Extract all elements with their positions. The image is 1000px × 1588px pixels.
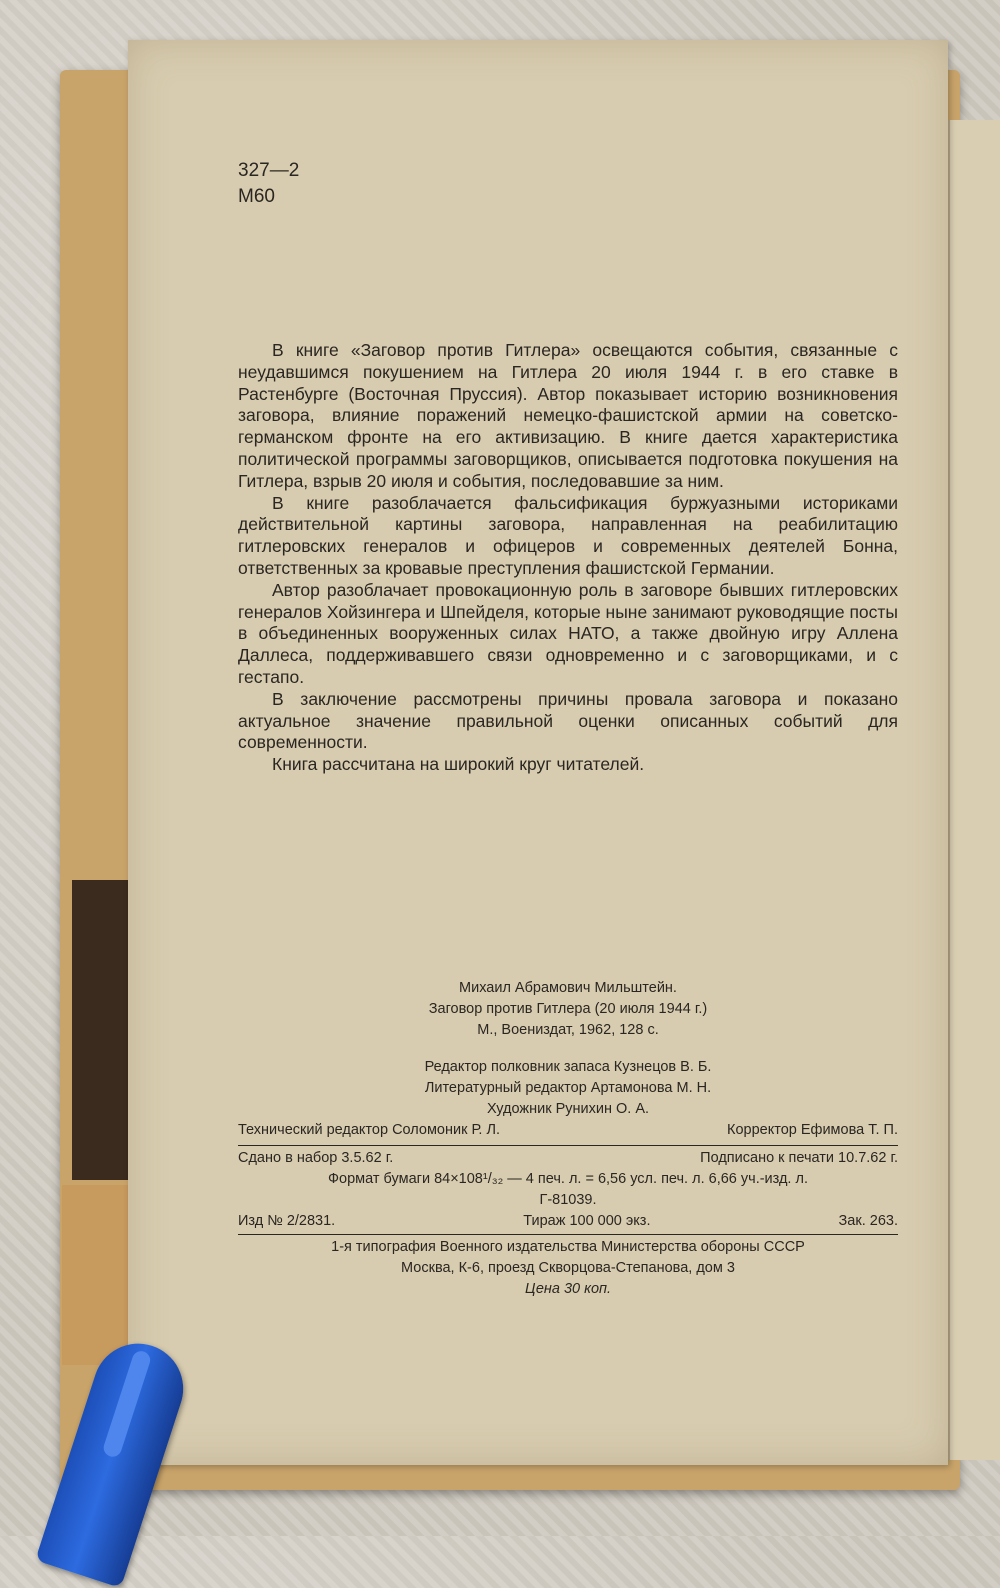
annotation-paragraph: В книге разоблачается фальсификация буржуазными историками действительной картины заговора, направленная на реабилитацию гитлеровских генералов и офицеров и современных деятелей Бонна, ответственных за кровавые преступления фашистской Германии. [238,492,898,578]
book-page [128,40,948,1465]
corrector-line: Корректор Ефимова Т. П. [727,1122,898,1138]
print-run-row [238,1211,898,1232]
annotation-paragraph: Книга рассчитана на широкий круг читателей. [272,754,645,775]
author-mark: М60 [238,186,275,207]
print-run: Тираж 100 000 экз. [523,1213,651,1229]
annotation [238,340,898,776]
credits [238,1057,898,1141]
facing-page-edge [948,120,1000,1460]
censor-code: Г-81039. [539,1192,597,1208]
annotation-paragraph: В заключение рассмотрены причины провала заговора и показано актуальное значение правильной оценки описанных событий для современности. [238,688,898,753]
tech-credits-row [238,1120,898,1141]
publisher-line: М., Воениздат, 1962, 128 с. [477,1022,659,1038]
book-title: Заговор против Гитлера (20 июля 1944 г.) [428,1001,708,1017]
divider [238,1145,898,1146]
order-number: Зак. 263. [838,1213,898,1229]
lit-editor-line: Литературный редактор Артамонова М. Н. [424,1080,712,1096]
bbk-code: 327—2 [238,160,300,181]
cover-edge-dark [72,880,132,1180]
paper-format: Формат бумаги 84×108¹/₃₂ — 4 печ. л. = 6,56 усл. печ. л. 6,66 уч.-изд. л. [328,1171,808,1187]
pen-clip [101,1349,152,1459]
price: Цена 30 коп. [524,1281,612,1297]
tech-editor-line: Технический редактор Соломоник Р. Л. [238,1122,501,1138]
printer-address: Москва, К-6, проезд Скворцова-Степанова, дом 3 [401,1260,735,1276]
bibliographic-record [238,978,898,1041]
divider [238,1234,898,1235]
annotation-paragraph: Автор разоблачает провокационную роль в заговоре бывших гитлеровских генералов Хойзингера и Шпейделя, которые ныне занимают руководящие посты в объединенных вооруженных силах НАТО, а также двойную игру Аллена Даллеса, поддерживавшего связи одновременно и с заговорщиками, и с гестапо. [238,579,898,687]
sent-to-print: Сдано в набор 3.5.62 г. [238,1150,394,1166]
cover-edge-light [62,1185,132,1365]
dates-row [238,1148,898,1169]
author-name: Михаил Абрамович Мильштейн. [459,980,677,996]
annotation-paragraph: В книге «Заговор против Гитлера» освещаются события, связанные с неудавшимся покушением на Гитлера 20 июля 1944 г. в его ставке в Растенбурге (Восточная Пруссия). Автор показывает историю возникновения заговора, влияние поражений немецко-фашистской армии на советско-германском фронте на его активизацию. В книге дается характеристика политической программы заговорщиков, описывается подготовка покушения на Гитлера, взрыв 20 июля и события, последовавшие за ним. [238,340,898,491]
imprint [238,978,898,1300]
classification-code [238,158,299,210]
signed-for-print: Подписано к печати 10.7.62 г. [700,1150,898,1166]
izd-number: Изд № 2/2831. [238,1213,336,1229]
artist-line: Художник Рунихин О. А. [486,1101,650,1117]
editor-line: Редактор полковник запаса Кузнецов В. Б. [424,1059,712,1075]
printer-name: 1-я типография Военного издательства Министерства обороны СССР [331,1239,805,1255]
